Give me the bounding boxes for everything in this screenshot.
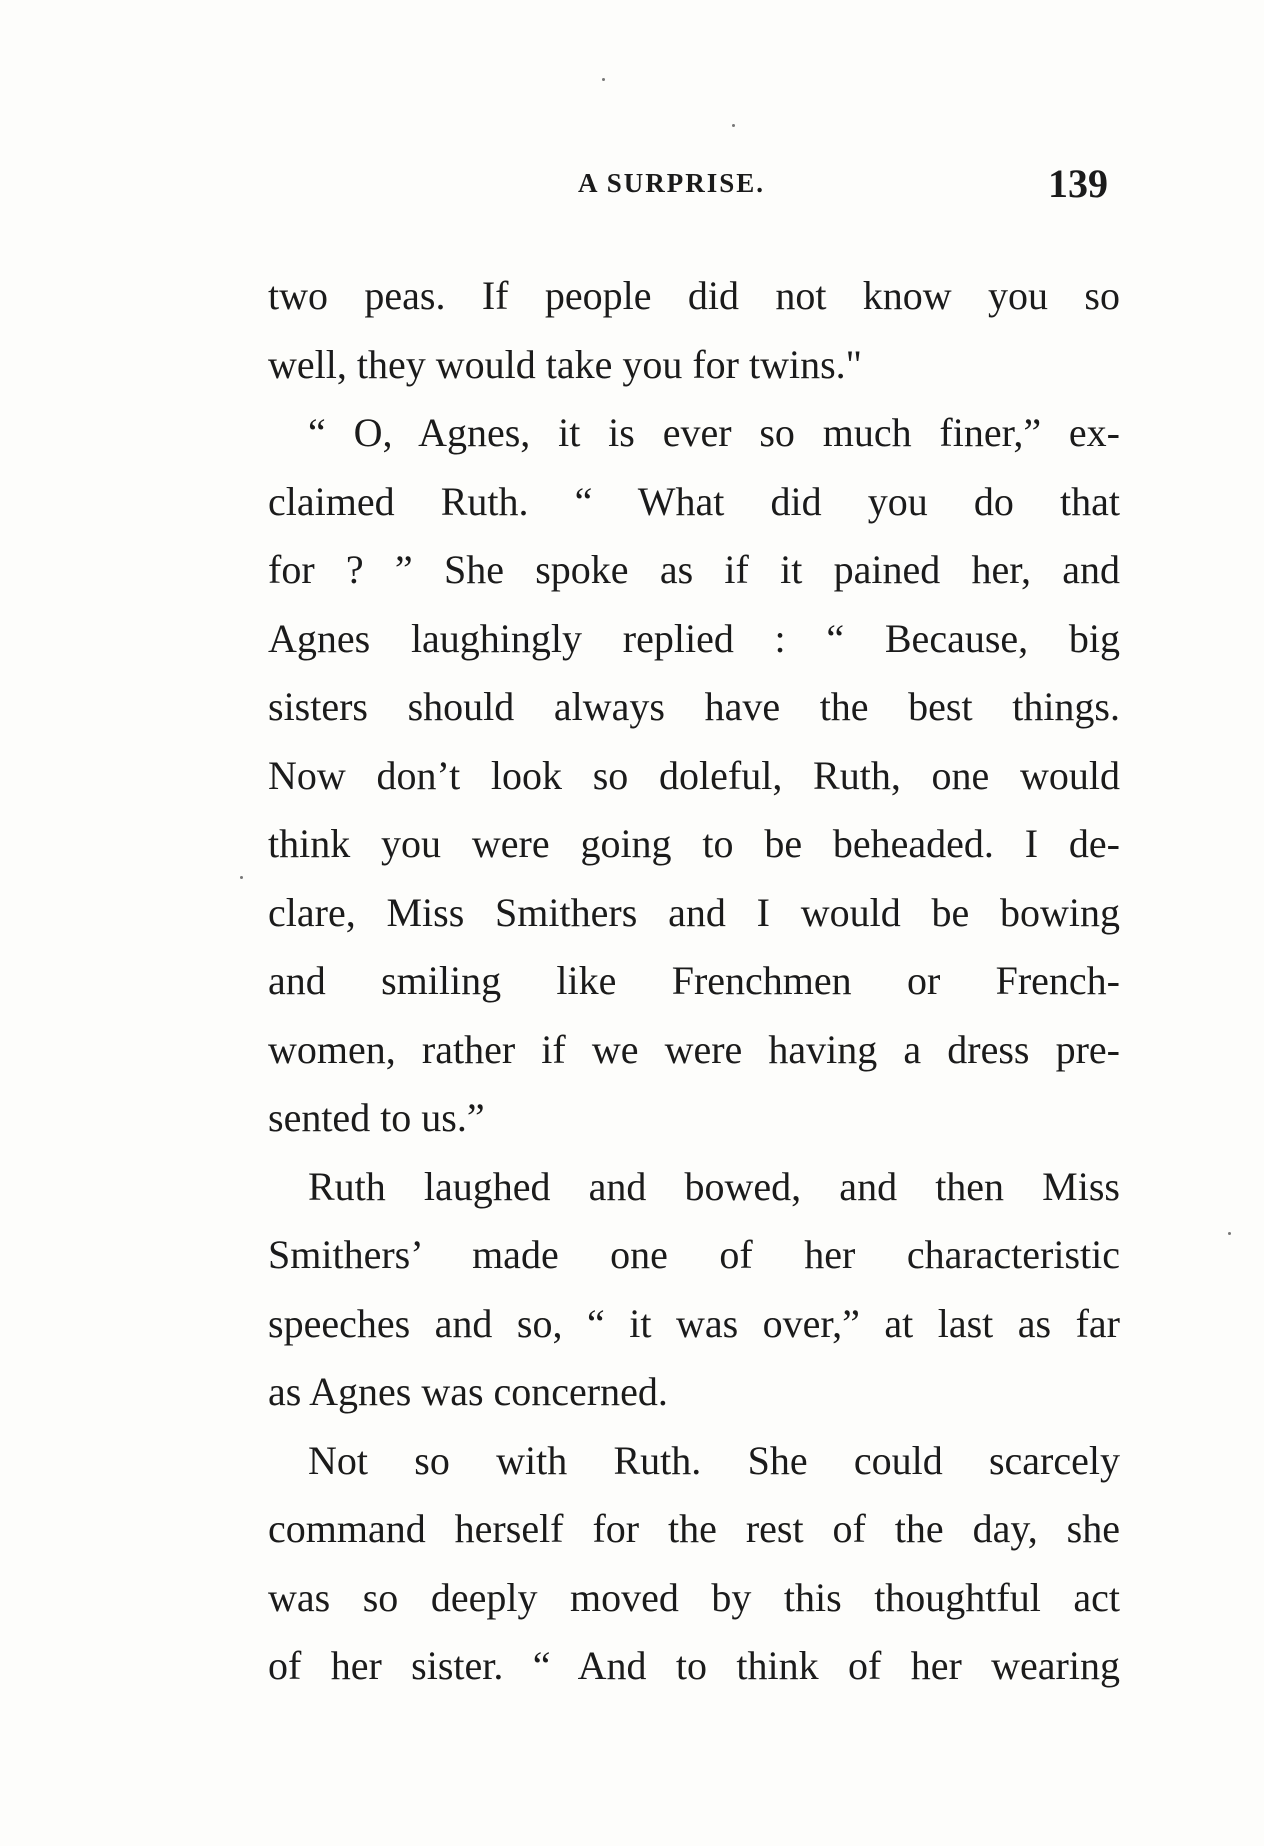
text-line: Now don’t look so doleful, Ruth, one would (268, 752, 1120, 798)
text-line: as Agnes was concerned. (268, 1369, 668, 1414)
text-line: think you were going to be beheaded. I de- (268, 821, 1120, 866)
text-line: Smithers’ made one of her characteristic (268, 1232, 1120, 1277)
text-line: sented to us.” (268, 1095, 485, 1140)
text-line: Ruth laughed and bowed, and then Miss (308, 1163, 1120, 1209)
body-text (268, 262, 1120, 1701)
running-head (268, 161, 1128, 218)
text-line: Agnes laughingly replied : “ Because, big (268, 615, 1120, 661)
text-line: well, they would take you for twins." (268, 341, 863, 387)
paper-speck (1228, 1232, 1231, 1235)
text-line: was so deeply moved by this thoughtful act (268, 1574, 1120, 1620)
paper-speck (240, 876, 243, 879)
page-number: 139 (1048, 161, 1108, 206)
paper-speck (732, 124, 735, 127)
text-line: two peas. If people did not know you so (268, 273, 1120, 318)
text-line: women, rather if we were having a dress pre- (268, 1026, 1120, 1072)
text-line: claimed Ruth. “ What did you do that (268, 478, 1120, 524)
text-line: speeches and so, “ it was over,” at last as far (268, 1300, 1120, 1346)
text-line: for ? ” She spoke as if it pained her, and (268, 547, 1120, 592)
text-line: sisters should always have the best things. (268, 684, 1120, 729)
text-line: command herself for the rest of the day, she (268, 1506, 1120, 1551)
text-line: and smiling like Frenchmen or French- (268, 958, 1120, 1003)
paper-speck (602, 78, 605, 81)
text-line: of her sister. “ And to think of her wearing (268, 1643, 1120, 1688)
text-line: clare, Miss Smithers and I would be bowing (268, 889, 1120, 935)
text-line: “ O, Agnes, it is ever so much finer,” ex- (308, 410, 1120, 455)
running-title: A SURPRISE. (578, 168, 766, 198)
text-line: Not so with Ruth. She could scarcely (308, 1437, 1120, 1483)
